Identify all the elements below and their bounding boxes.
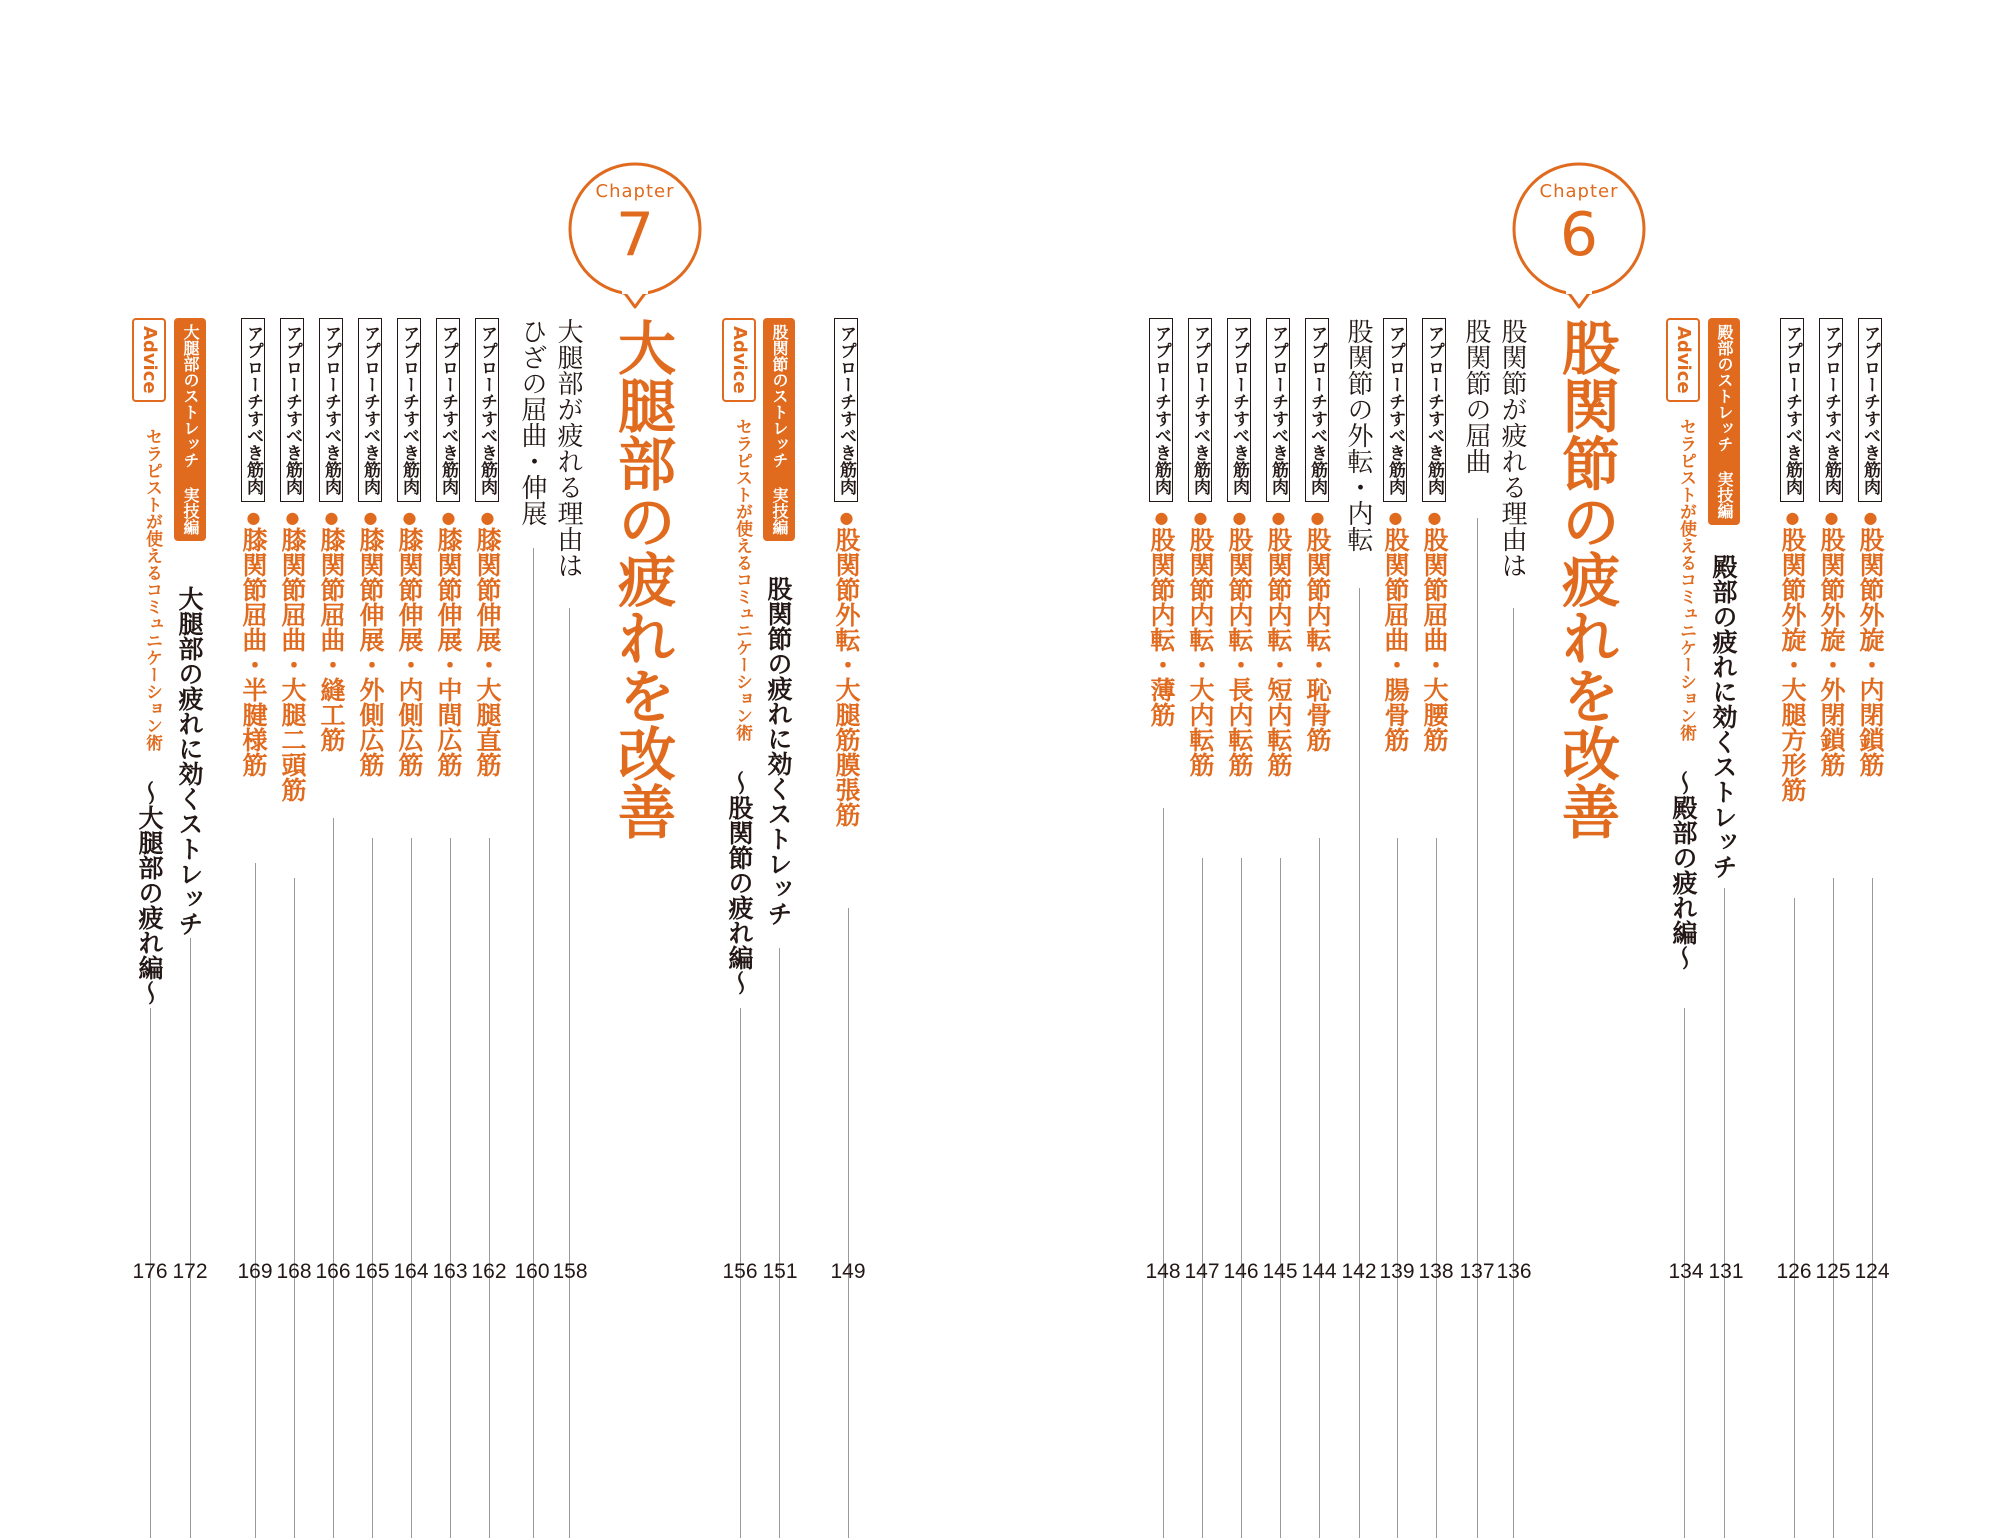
page-number: 126 — [1776, 1260, 1812, 1283]
page-number: 165 — [354, 1260, 390, 1283]
page-number: 136 — [1496, 1260, 1532, 1283]
page-number: 125 — [1815, 1260, 1851, 1283]
toc-entry[interactable]: 股関節の外転・内転 — [1342, 318, 1378, 1218]
leader-line — [1163, 808, 1164, 1538]
page-number: 166 — [315, 1260, 351, 1283]
page-number: 156 — [722, 1260, 758, 1283]
bullet-icon: ● — [1822, 508, 1841, 527]
page-number: 172 — [172, 1260, 208, 1283]
leader-line — [1794, 898, 1795, 1538]
leader-line — [1833, 878, 1834, 1538]
page-number: 144 — [1301, 1260, 1337, 1283]
page-number: 131 — [1708, 1260, 1744, 1283]
chapter-label: Chapter — [1539, 181, 1619, 202]
toc-entry[interactable]: アプローチすべき筋肉●股関節外旋・内閉鎖筋 — [1855, 318, 1891, 1218]
leader-line — [294, 878, 295, 1538]
bullet-icon: ● — [1230, 508, 1249, 527]
toc-entry[interactable]: アプローチすべき筋肉●膝関節屈曲・大腿二頭筋 — [277, 318, 313, 1218]
bullet-icon: ● — [1386, 508, 1405, 527]
chapter-title: 股関節の疲れを改善 — [1552, 318, 1620, 840]
bullet-icon: ● — [478, 508, 497, 527]
page-number: 176 — [132, 1260, 168, 1283]
chapter-title: 大腿部の疲れを改善 — [608, 318, 676, 840]
advice-tag: Advice — [722, 318, 756, 402]
leader-line — [1872, 878, 1873, 1538]
leader-line — [489, 838, 490, 1538]
toc-entry[interactable]: ひざの屈曲・伸展 — [516, 318, 552, 1218]
leader-line — [1241, 858, 1242, 1538]
chapter-label: Chapter — [595, 181, 675, 202]
toc-entry[interactable]: 股関節の屈曲 — [1460, 318, 1496, 1218]
page-number: 149 — [830, 1260, 866, 1283]
toc-entry[interactable]: アプローチすべき筋肉●股関節内転・恥骨筋 — [1302, 318, 1338, 1218]
toc-entry[interactable]: アプローチすべき筋肉●膝関節伸展・内側広筋 — [394, 318, 430, 1218]
page-number: 138 — [1418, 1260, 1454, 1283]
bullet-icon: ● — [244, 508, 263, 527]
toc-entry[interactable]: アプローチすべき筋肉●股関節屈曲・大腰筋 — [1419, 318, 1455, 1218]
bullet-icon: ● — [439, 508, 458, 527]
bullet-icon: ● — [1191, 508, 1210, 527]
leader-line — [190, 938, 191, 1538]
page-number: 164 — [393, 1260, 429, 1283]
leader-line — [411, 838, 412, 1538]
leader-line — [1397, 838, 1398, 1538]
page-number: 162 — [471, 1260, 507, 1283]
page-number: 124 — [1854, 1260, 1890, 1283]
chapter-number: 6 — [1559, 200, 1599, 270]
toc-entry[interactable]: Advice セラピストが使えるコミュニケーション術 ～大腿部の疲れ編～ — [132, 318, 172, 1218]
page-number: 163 — [432, 1260, 468, 1283]
page-number: 142 — [1341, 1260, 1377, 1283]
leader-line — [848, 908, 849, 1538]
bullet-icon: ● — [1269, 508, 1288, 527]
page-number: 137 — [1459, 1260, 1495, 1283]
bullet-icon: ● — [1783, 508, 1802, 527]
toc-entry[interactable]: 股関節のストレッチ 実技編 股関節の疲れに効くストレッチ — [761, 318, 801, 1218]
leader-line — [1202, 858, 1203, 1538]
chapter-number: 7 — [615, 200, 655, 270]
page-number: 134 — [1668, 1260, 1704, 1283]
page-number: 169 — [237, 1260, 273, 1283]
page-number: 168 — [276, 1260, 312, 1283]
bullet-icon: ● — [1152, 508, 1171, 527]
toc-entry[interactable]: アプローチすべき筋肉●股関節屈曲・腸骨筋 — [1380, 318, 1416, 1218]
leader-line — [533, 548, 534, 1538]
leader-line — [569, 608, 570, 1538]
chapter-badge — [566, 160, 708, 310]
toc-entry[interactable]: アプローチすべき筋肉●股関節内転・薄筋 — [1146, 318, 1182, 1218]
leader-line — [1359, 588, 1360, 1538]
toc-entry[interactable]: アプローチすべき筋肉●股関節外旋・外閉鎖筋 — [1816, 318, 1852, 1218]
page-number: 148 — [1145, 1260, 1181, 1283]
toc-entry[interactable]: アプローチすべき筋肉●股関節内転・大内転筋 — [1185, 318, 1221, 1218]
toc-entry[interactable]: 大腿部のストレッチ 実技編 大腿部の疲れに効くストレッチ — [172, 318, 212, 1218]
toc-entry[interactable]: アプローチすべき筋肉●膝関節伸展・中間広筋 — [433, 318, 469, 1218]
toc-entry[interactable]: アプローチすべき筋肉●膝関節屈曲・縫工筋 — [316, 318, 352, 1218]
bullet-icon: ● — [1861, 508, 1880, 527]
toc-entry[interactable]: Advice セラピストが使えるコミュニケーション術 ～股関節の疲れ編～ — [722, 318, 762, 1218]
right-page — [1000, 0, 2000, 1418]
toc-entry[interactable]: 大腿部が疲れる理由は — [552, 318, 588, 1218]
leader-line — [1436, 838, 1437, 1538]
toc-entry[interactable]: アプローチすべき筋肉●膝関節屈曲・半腱様筋 — [238, 318, 274, 1218]
toc-entry[interactable]: アプローチすべき筋肉●股関節外転・大腿筋膜張筋 — [831, 318, 867, 1218]
page-number: 139 — [1379, 1260, 1415, 1283]
leader-line — [1477, 518, 1478, 1538]
leader-line — [1280, 858, 1281, 1538]
toc-entry[interactable]: 殿部のストレッチ 実技編 殿部の疲れに効くストレッチ — [1706, 318, 1746, 1218]
bullet-icon: ● — [283, 508, 302, 527]
leader-line — [333, 818, 334, 1538]
toc-entry[interactable]: アプローチすべき筋肉●股関節内転・長内転筋 — [1224, 318, 1260, 1218]
page-number: 145 — [1262, 1260, 1298, 1283]
bullet-icon: ● — [837, 508, 856, 527]
toc-entry[interactable]: Advice セラピストが使えるコミュニケーション術 ～殿部の疲れ編～ — [1666, 318, 1706, 1218]
toc-entry[interactable]: アプローチすべき筋肉●股関節内転・短内転筋 — [1263, 318, 1299, 1218]
bullet-icon: ● — [1308, 508, 1327, 527]
page-number: 151 — [762, 1260, 798, 1283]
left-page — [0, 0, 1000, 1418]
leader-line — [372, 838, 373, 1538]
section-tag: 大腿部のストレッチ 実技編 — [174, 318, 206, 541]
bullet-icon: ● — [361, 508, 380, 527]
toc-entry[interactable]: アプローチすべき筋肉●膝関節伸展・外側広筋 — [355, 318, 391, 1218]
advice-tag: Advice — [132, 318, 166, 402]
chapter-badge — [1510, 160, 1652, 310]
toc-entry[interactable]: 股関節が疲れる理由は — [1496, 318, 1532, 1218]
section-tag: 殿部のストレッチ 実技編 — [1708, 318, 1740, 525]
leader-line — [1513, 608, 1514, 1538]
bullet-icon: ● — [1425, 508, 1444, 527]
leader-line — [779, 948, 780, 1538]
leader-line — [1319, 838, 1320, 1538]
leader-line — [255, 863, 256, 1538]
page-number: 158 — [552, 1260, 588, 1283]
leader-line — [1724, 888, 1725, 1538]
leader-line — [450, 838, 451, 1538]
page-number: 146 — [1223, 1260, 1259, 1283]
advice-tag: Advice — [1666, 318, 1700, 402]
toc-entry[interactable]: アプローチすべき筋肉●膝関節伸展・大腿直筋 — [472, 318, 508, 1218]
section-tag: 股関節のストレッチ 実技編 — [763, 318, 795, 541]
bullet-icon: ● — [400, 508, 419, 527]
toc-entry[interactable]: アプローチすべき筋肉●股関節外旋・大腿方形筋 — [1777, 318, 1813, 1218]
page-number: 147 — [1184, 1260, 1220, 1283]
bullet-icon: ● — [322, 508, 341, 527]
page-number: 160 — [514, 1260, 550, 1283]
